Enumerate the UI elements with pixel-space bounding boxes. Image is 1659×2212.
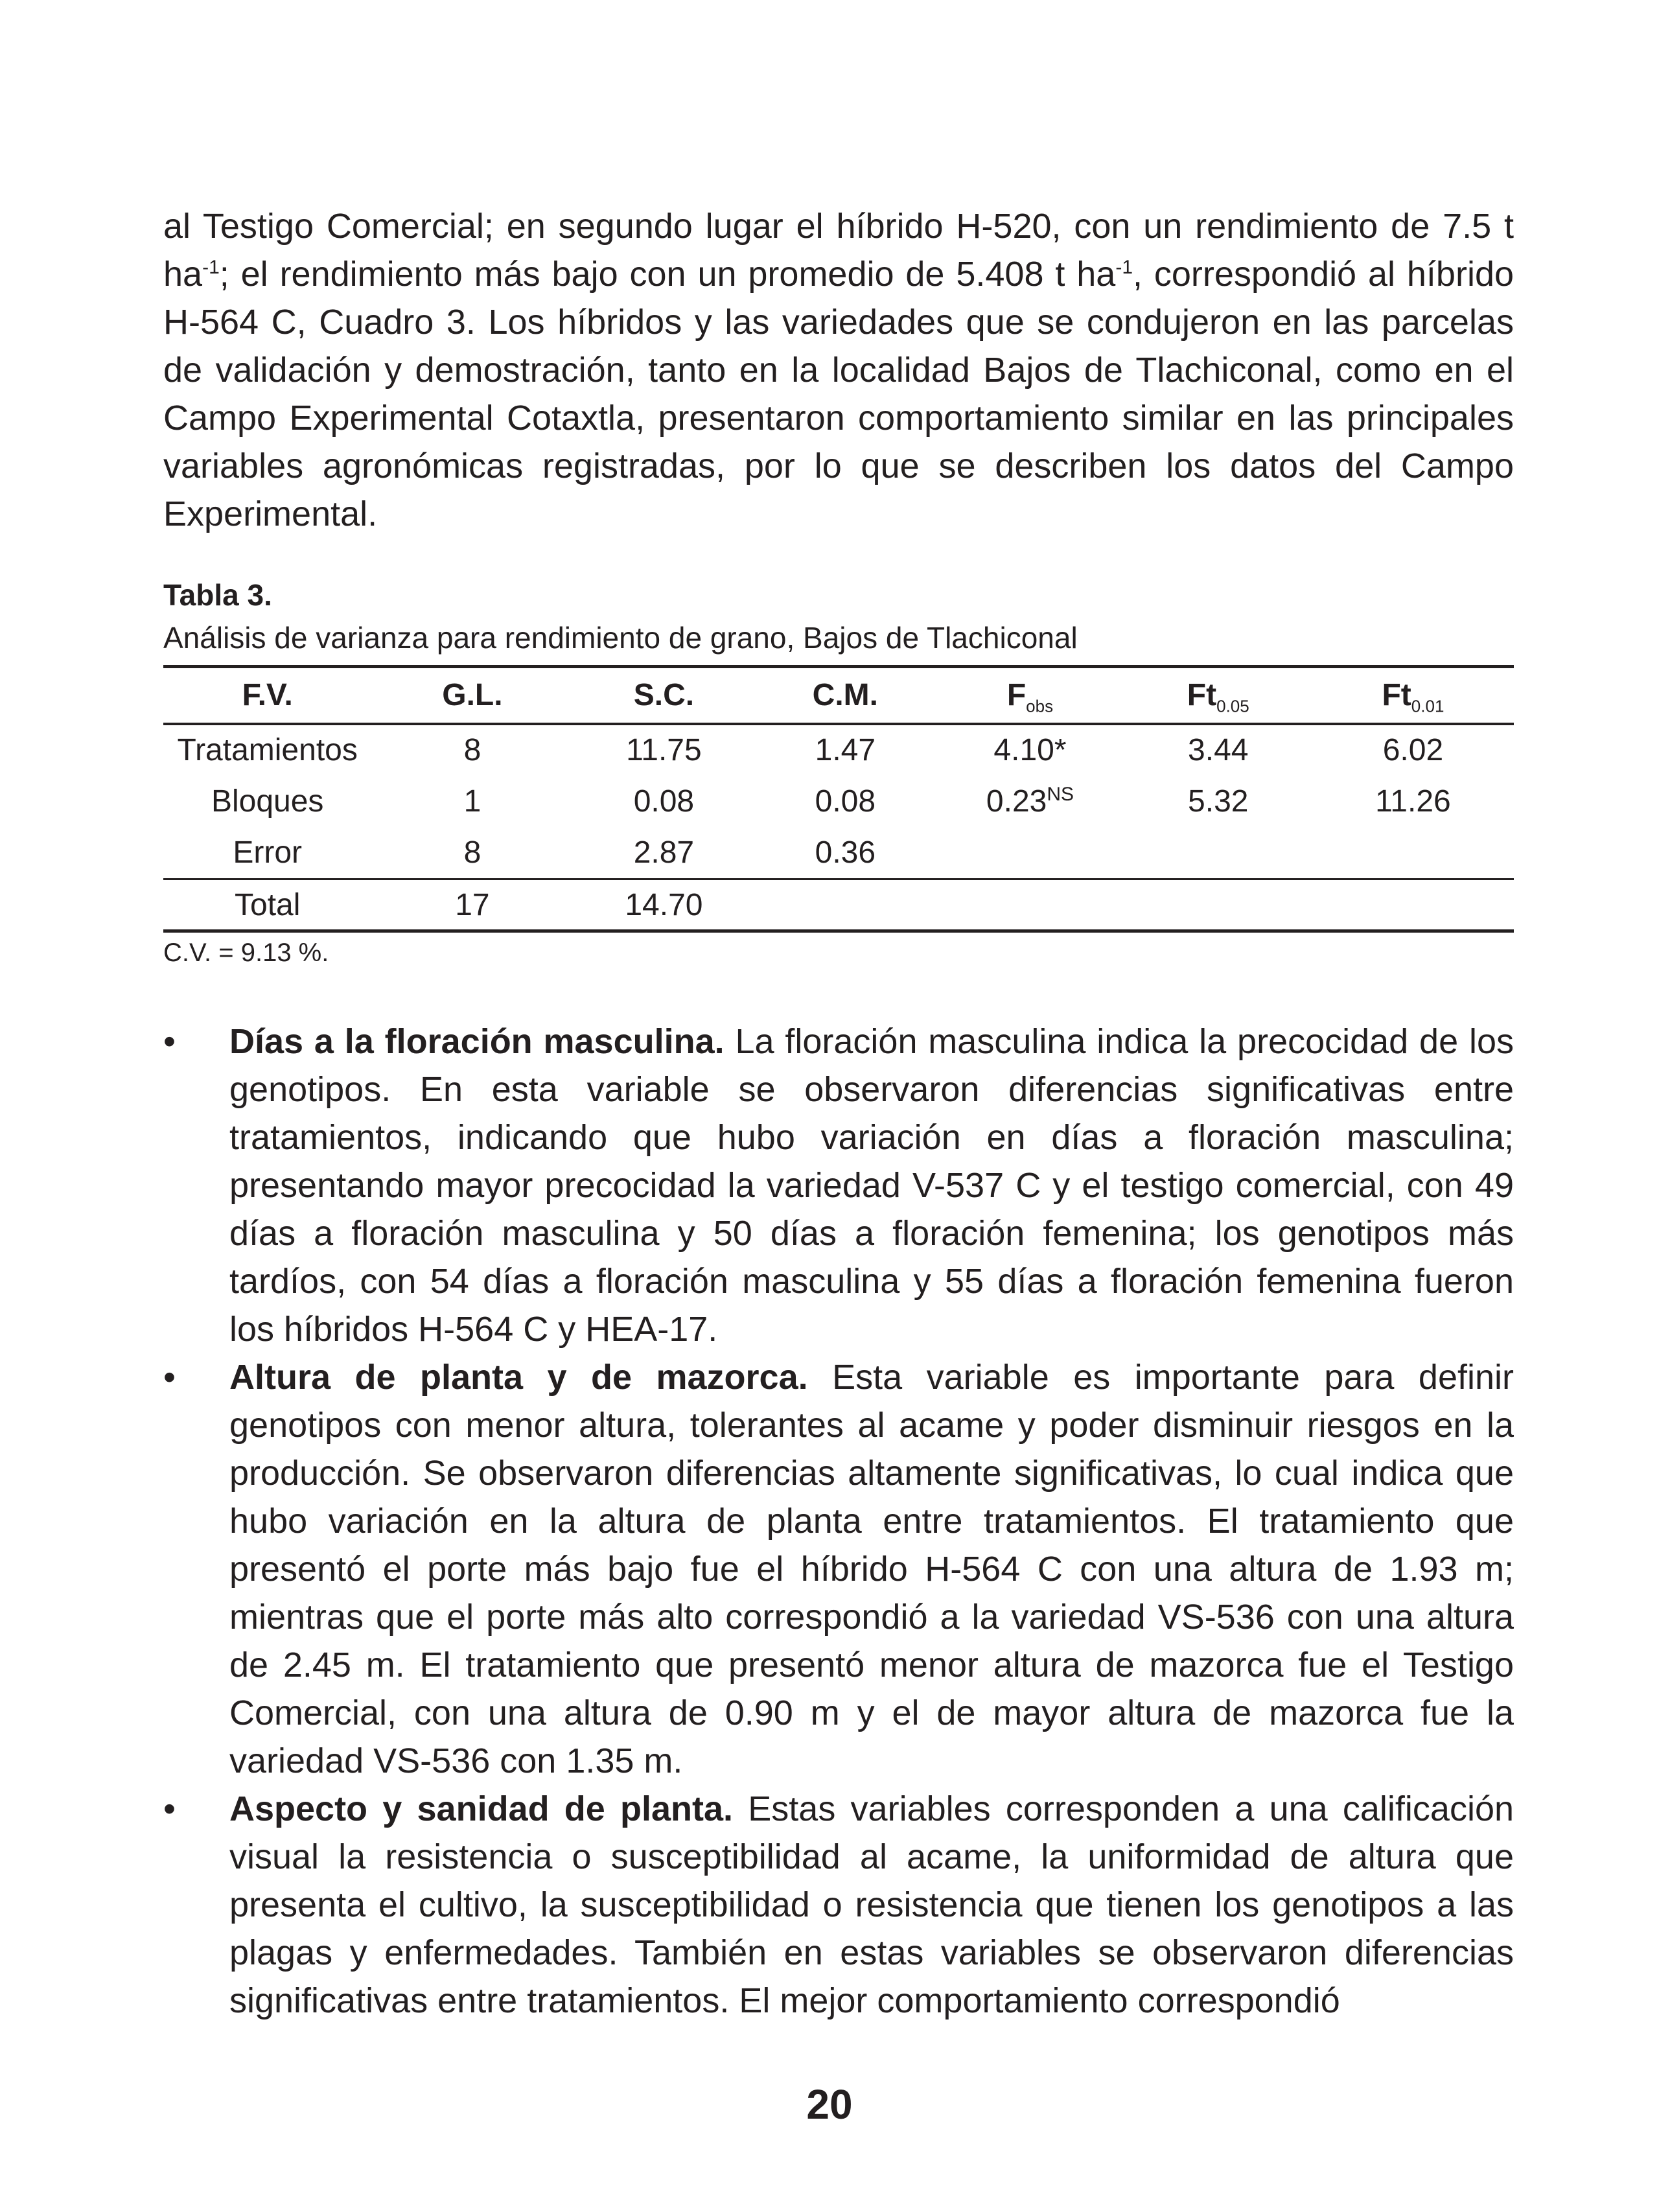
table-header-row (163, 667, 1514, 724)
cell-fv: Error (233, 835, 303, 870)
table-row (163, 828, 1514, 879)
cell-ft005 (1124, 828, 1312, 879)
table-subtitle: Análisis de varianza para rendimiento de grano, Bajos de Tlachiconal (163, 621, 1078, 655)
header-cm: C.M. (812, 678, 878, 713)
bullet-heading: Días a la floración masculina. (229, 1022, 725, 1061)
cell-cm: 0.08 (815, 784, 876, 819)
table-title: Tabla 3. (163, 578, 272, 612)
cell-gl: 17 (455, 887, 490, 922)
intro-paragraph (163, 202, 1514, 538)
bullet-text: Esta variable es importante para definir genotipos con menor altura, tolerantes al acame y poder disminuir riesgos en la producción. Se observaron diferencias altamente significativas, lo cual indica que hubo variación en la altura de planta entre tratamientos. El tratamiento que presentó el porte más bajo fue el híbrido H-564 C con una altura de 1.93 m; mientras que el porte más alto correspondió a la variedad VS-536 con una altura de 2.45 m. El tratamiento que presentó menor altura de mazorca fue el Testigo Comercial, con una altura de 0.90 m y el de mayor altura de mazorca fue la variedad VS-536 con 1.35 m. (229, 1358, 1514, 1780)
cell-sc: 0.08 (633, 784, 695, 819)
bullet-text: La floración masculina indica la precocidad de los genotipos. En esta variable se observaron diferencias significativas entre tratamientos, indicando que hubo variación en días a floración masculina; presentando mayor precocidad la variedad V-537 C y el testigo comercial, con 49 días a floración masculina y 50 días a floración femenina; los genotipos más tardíos, con 54 días a floración masculina y 55 días a floración femenina fueron los híbridos H-564 C y HEA-17. (229, 1022, 1514, 1349)
bullet-heading: Aspecto y sanidad de planta. (229, 1789, 734, 1828)
bullet-list (163, 1018, 1514, 2025)
cell-gl: 8 (463, 733, 481, 767)
header-ft-005: $Ft_{0.05}$ (1187, 678, 1249, 716)
bullet-text: Estas variables corresponden a una calificación visual la resistencia o susceptibilidad al acame, la uniformidad de altura que presenta el cultivo, la susceptibilidad o resistencia que tienen los genotipos a las plagas y enfermedades. También en estas variables se observaron diferencias significativas entre tratamientos. El mejor comportamiento correspondió (229, 1789, 1514, 2020)
cell-cm: 0.36 (815, 835, 876, 870)
bullet-marker: • (163, 1358, 176, 1397)
cell-f (936, 828, 1124, 879)
cell-ft001: 6.02 (1382, 733, 1444, 767)
cell-gl: 1 (463, 784, 481, 819)
cell-ft005: 5.32 (1188, 784, 1249, 819)
cell-sc: 2.87 (633, 835, 695, 870)
header-f-obs: $F_{obs}$ (1006, 678, 1054, 716)
table-row-total (163, 879, 1514, 931)
header-fv: F.V. (242, 678, 293, 713)
list-item (163, 1018, 1514, 1353)
cell-gl: 8 (463, 835, 481, 870)
intro-text-part-2: ; el rendimiento más bajo con un promedio de 5.408 t ha (219, 255, 1116, 294)
cell-sc: 14.70 (625, 887, 703, 922)
cell-sc: 11.75 (626, 733, 702, 767)
bullet-marker: • (163, 1789, 176, 1828)
cell-f (936, 879, 1124, 931)
cell-fv: Bloques (211, 784, 324, 819)
header-gl: G.L. (442, 678, 503, 713)
bullet-heading: Altura de planta y de mazorca. (229, 1358, 808, 1397)
anova-table (163, 665, 1514, 933)
superscript-exponent: -1 (202, 257, 220, 278)
cell-ft001: 11.26 (1375, 784, 1451, 819)
table-footnote: C.V. = 9.13 %. (163, 938, 329, 967)
cell-ft005 (1124, 879, 1312, 931)
table-row (163, 724, 1514, 776)
intro-text-part-3: , correspondió al híbrido H-564 C, Cuadro 3. Los híbridos y las variedades que se condujeron en las parcelas de validación y demostración, tanto en la localidad Bajos de Tlachiconal, como en el Campo Experimental Cotaxtla, presentaron comportamiento similar en las principales variables agronómicas registradas, por lo que se describen los datos del Campo Experimental. (163, 255, 1514, 533)
cell-fv: Total (235, 887, 301, 922)
cell-cm: 1.47 (815, 733, 876, 767)
cell-ft001 (1312, 828, 1514, 879)
cell-cm (754, 879, 936, 931)
cell-ft005: 3.44 (1188, 733, 1249, 767)
header-sc: S.C. (633, 678, 695, 713)
superscript-exponent: -1 (1115, 257, 1133, 278)
list-item (163, 1353, 1514, 1785)
bullet-marker: • (163, 1022, 176, 1061)
header-ft-001: $Ft_{0.01}$ (1382, 678, 1444, 716)
cell-fv: Tratamientos (177, 733, 358, 767)
cell-f: $0.23^{NS}$ (986, 784, 1074, 819)
cell-ft001 (1312, 879, 1514, 931)
table-row (163, 776, 1514, 828)
list-item (163, 1785, 1514, 2025)
page-number: 20 (806, 2081, 853, 2128)
cell-f: 4.10* (993, 733, 1067, 767)
intro-text-part-1: al Testigo Comercial; en segundo lugar el híbrido H-520, con un rendimiento de 7.5 t ha (163, 207, 1514, 294)
